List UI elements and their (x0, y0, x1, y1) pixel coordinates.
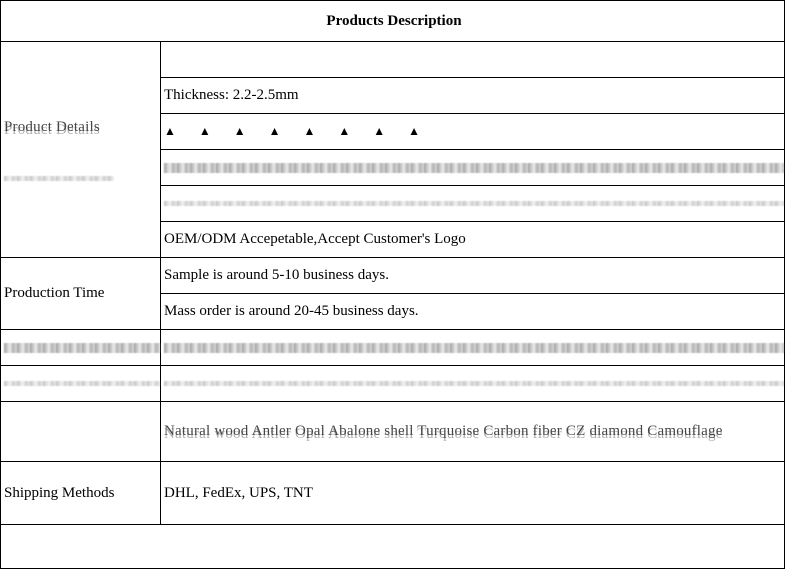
size-marks: ▲ ▲ ▲ ▲ ▲ ▲ ▲ ▲ (164, 124, 431, 138)
production-time-label: Production Time (1, 258, 161, 330)
blurred-streak-2 (164, 201, 784, 206)
blurred-value-cell (161, 330, 785, 366)
blank-footer-row (1, 525, 785, 569)
blurred-label-streak (4, 176, 114, 181)
mass-order-time-cell: Mass order is around 20-45 business days. (161, 294, 785, 330)
blurred-label-cell-2 (1, 366, 161, 402)
blurred-streak-6 (164, 381, 784, 386)
size-marks-cell (161, 114, 785, 150)
product-details-label (1, 42, 161, 258)
shipping-methods-cell: DHL, FedEx, UPS, TNT (161, 462, 785, 525)
inlay-options: Natural wood Antler Opal Abalone shell Turquoise Carbon fiber CZ diamond Camouflage (164, 423, 723, 439)
blurred-streak-3 (4, 343, 160, 353)
blurred-detail-row-2 (161, 186, 785, 222)
shipping-methods-label: Shipping Methods (1, 462, 161, 525)
blurred-value-cell-2 (161, 366, 785, 402)
blurred-detail-row (161, 150, 785, 186)
oem-cell: OEM/ODM Accepetable,Accept Customer's Logo (161, 222, 785, 258)
inlay-options-cell (161, 402, 785, 462)
sample-time-cell: Sample is around 5-10 business days. (161, 258, 785, 294)
table-title: Products Description (1, 1, 785, 42)
product-details-label-text: Product Details (4, 118, 100, 135)
blurred-streak-4 (164, 343, 784, 353)
thickness-cell: Thickness: 2.2-2.5mm (161, 78, 785, 114)
blurred-streak (164, 163, 784, 173)
blurred-streak-5 (4, 381, 160, 386)
blurred-label-cell (1, 330, 161, 366)
empty-detail-cell (161, 42, 785, 78)
inlay-label-cell (1, 402, 161, 462)
